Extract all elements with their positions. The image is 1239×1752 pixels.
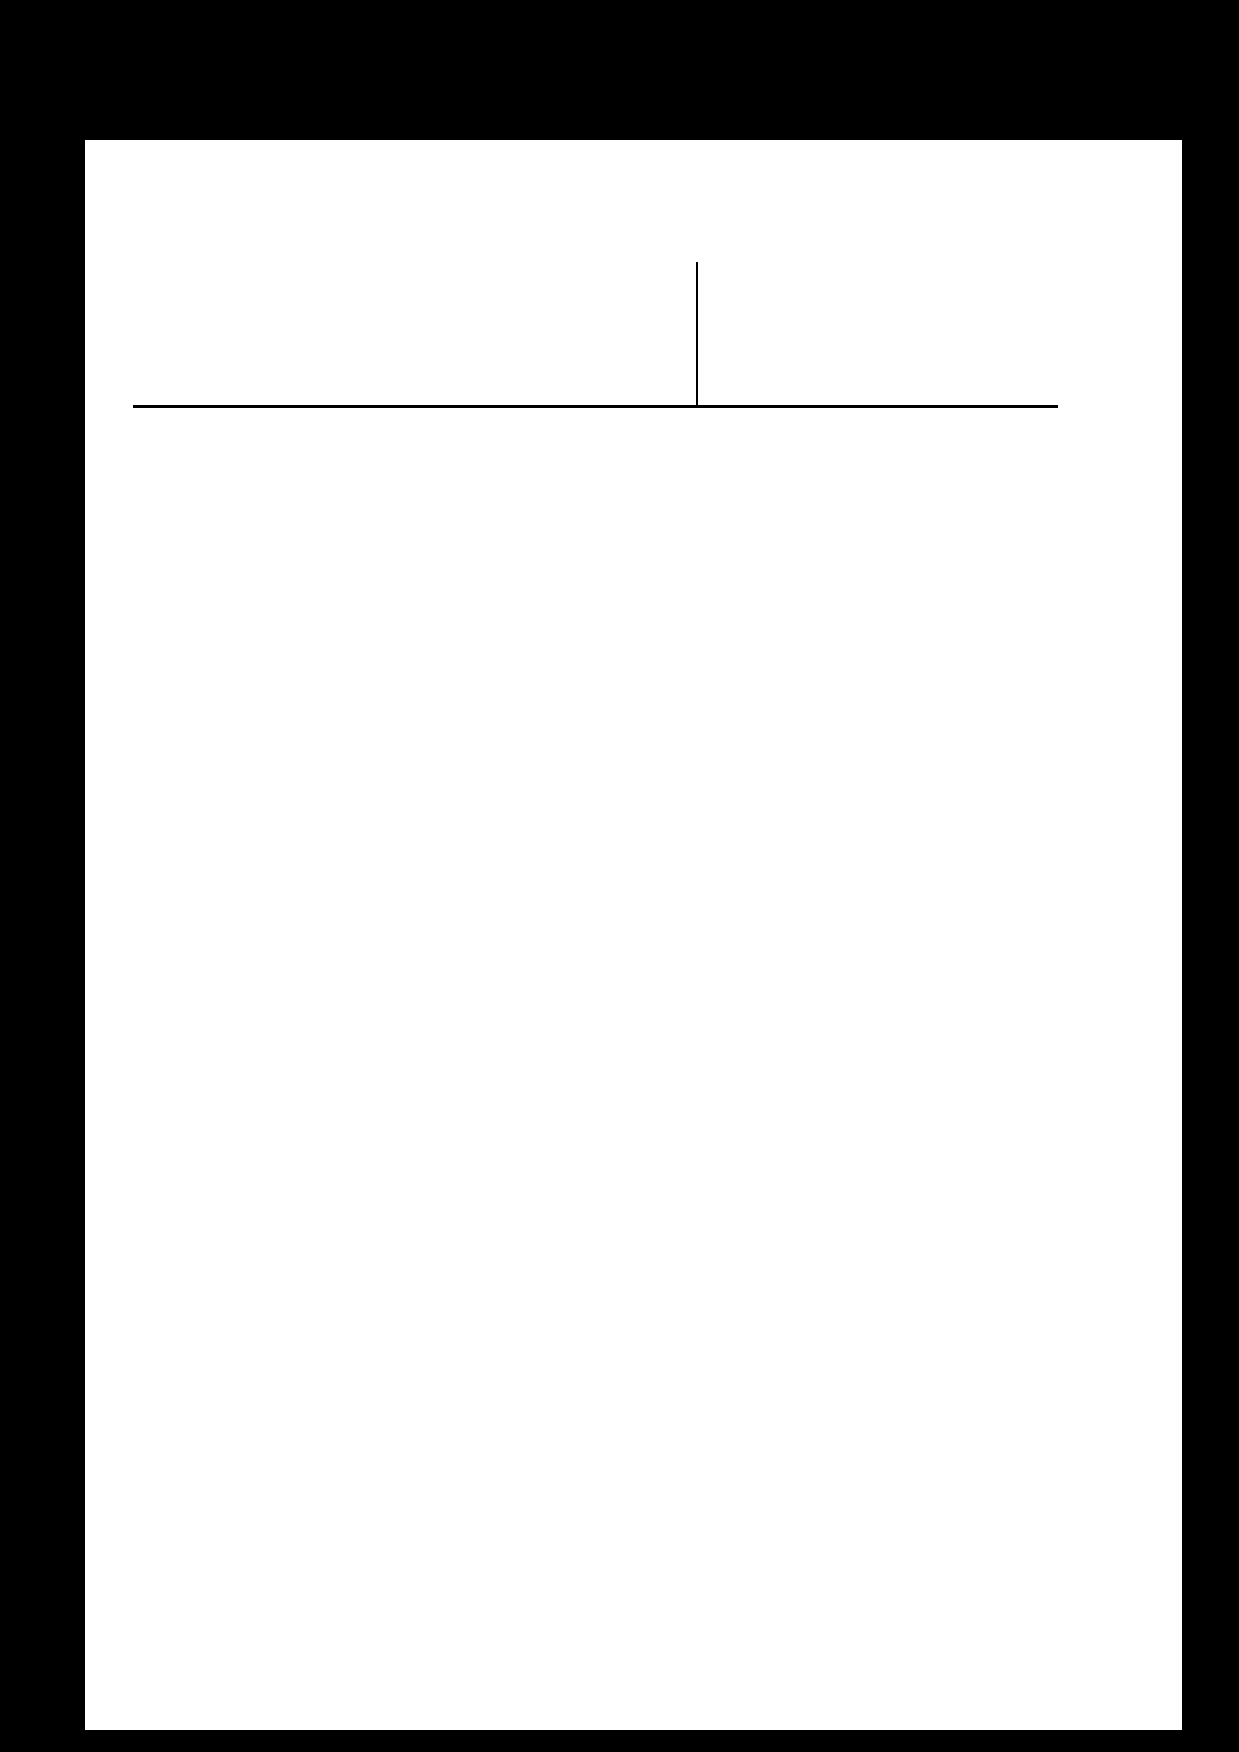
info-divider-horizontal bbox=[133, 405, 1058, 408]
magnitude-legend bbox=[1072, 1102, 1163, 1633]
starfield-chart bbox=[177, 1100, 1063, 1634]
info-divider-vertical bbox=[696, 262, 698, 406]
constellation-chart bbox=[117, 512, 648, 1045]
globe-path-map bbox=[678, 512, 1177, 1042]
